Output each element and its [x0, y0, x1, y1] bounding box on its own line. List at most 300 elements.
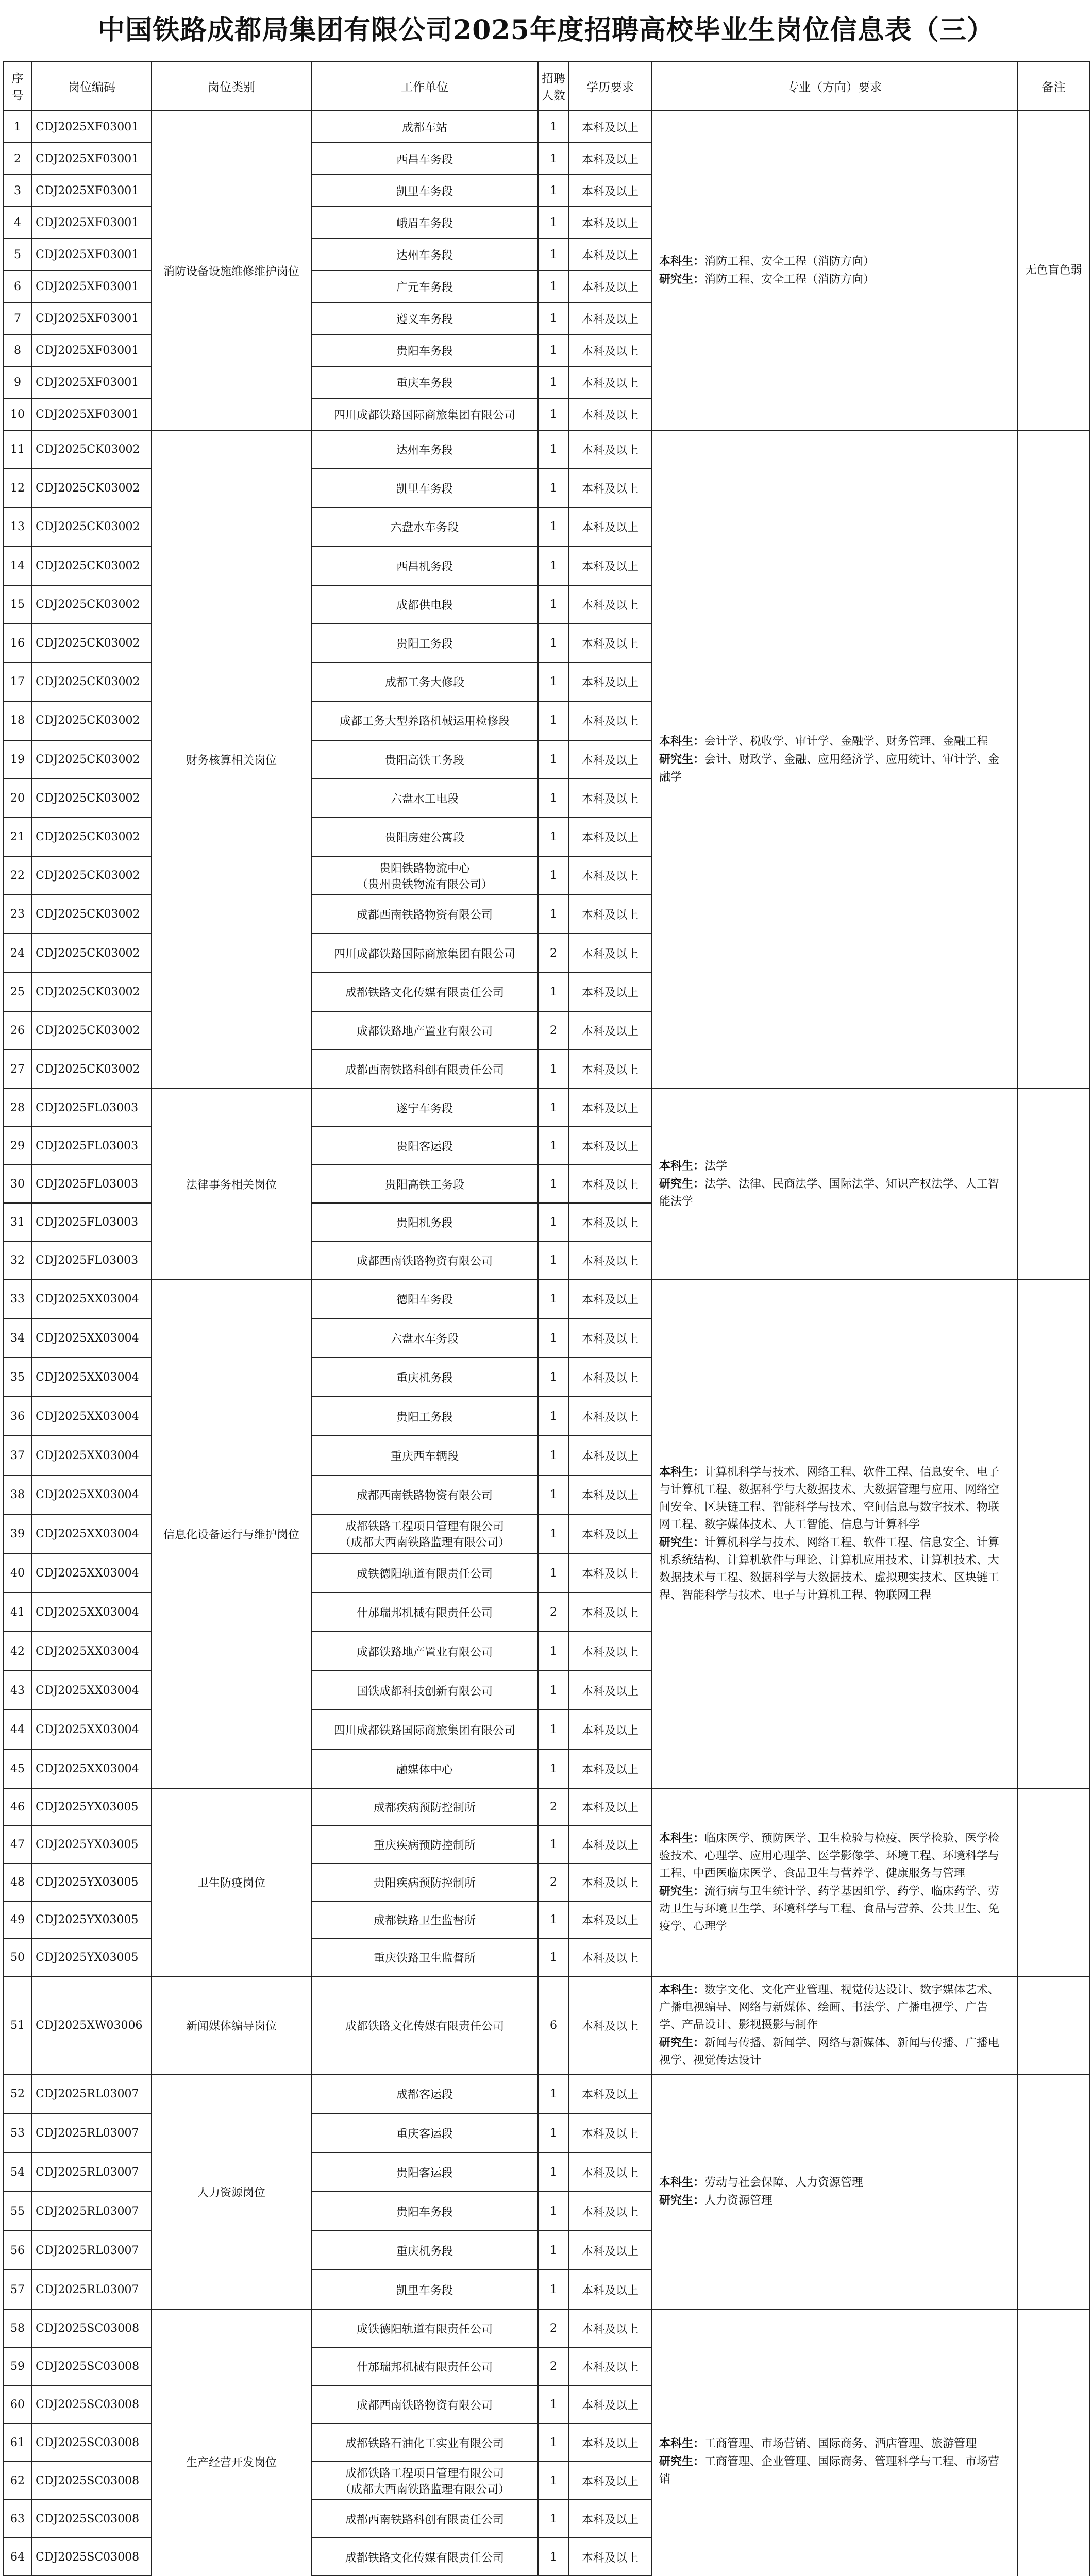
row-education: 本科及以上	[569, 1553, 651, 1592]
major-text: 工商管理、市场营销、国际商务、酒店管理、旅游管理	[704, 2437, 977, 2451]
row-code: CDJ2025XF03001	[32, 175, 152, 207]
row-code: CDJ2025SC03008	[32, 2385, 152, 2424]
row-count: 2	[538, 2309, 569, 2347]
row-count: 1	[538, 334, 569, 366]
major-line	[659, 252, 1010, 270]
row-unit: 贵阳车务段	[311, 334, 538, 366]
row-count: 1	[538, 1397, 569, 1436]
row-code: CDJ2025SC03008	[32, 2500, 152, 2538]
major-label: 本科生：	[659, 1983, 705, 1997]
row-education: 本科及以上	[569, 207, 651, 239]
row-major	[651, 111, 1017, 430]
major-label: 研究生：	[659, 2036, 705, 2050]
row-education: 本科及以上	[569, 2192, 651, 2231]
table-row	[3, 1976, 1090, 2074]
row-count: 1	[538, 1203, 569, 1241]
row-code: CDJ2025CK03002	[32, 856, 152, 895]
row-unit: 成都西南铁路物资有限公司	[311, 2385, 538, 2424]
row-education: 本科及以上	[569, 111, 651, 143]
major-line	[659, 1463, 1010, 1534]
row-note	[1017, 1279, 1090, 1788]
row-education: 本科及以上	[569, 143, 651, 175]
row-index: 48	[3, 1863, 32, 1901]
row-education: 本科及以上	[569, 1089, 651, 1127]
row-unit: 成都工务大型养路机械运用检修段	[311, 701, 538, 740]
row-education: 本科及以上	[569, 1165, 651, 1203]
row-code: CDJ2025FL03003	[32, 1241, 152, 1279]
row-category: 卫生防疫岗位	[152, 1788, 311, 1976]
row-count: 1	[538, 1279, 569, 1318]
row-major	[651, 1089, 1017, 1279]
row-category: 消防设备设施维修维护岗位	[152, 111, 311, 430]
row-education: 本科及以上	[569, 302, 651, 334]
row-unit: 广元车务段	[311, 270, 538, 302]
row-count: 1	[538, 818, 569, 856]
row-count: 1	[538, 2074, 569, 2113]
row-unit: 成都铁路地产置业有限公司	[311, 1011, 538, 1050]
row-index: 27	[3, 1050, 32, 1089]
row-unit: 成都铁路石油化工实业有限公司	[311, 2424, 538, 2462]
row-code: CDJ2025XF03001	[32, 143, 152, 175]
row-major	[651, 1976, 1017, 2074]
row-code: CDJ2025XW03006	[32, 1976, 152, 2074]
row-education: 本科及以上	[569, 2462, 651, 2500]
row-index: 54	[3, 2153, 32, 2192]
row-index: 45	[3, 1749, 32, 1788]
row-index: 3	[3, 175, 32, 207]
header-category: 岗位类别	[152, 61, 311, 111]
major-label: 本科生：	[659, 1831, 705, 1845]
row-unit: 遂宁车务段	[311, 1089, 538, 1127]
header-note: 备注	[1017, 61, 1090, 111]
row-index: 19	[3, 740, 32, 779]
row-category: 财务核算相关岗位	[152, 430, 311, 1089]
row-count: 1	[538, 1553, 569, 1592]
row-unit: 重庆西车辆段	[311, 1436, 538, 1475]
row-code: CDJ2025RL03007	[32, 2231, 152, 2270]
row-unit: 成铁德阳轨道有限责任公司	[311, 2309, 538, 2347]
row-index: 60	[3, 2385, 32, 2424]
row-education: 本科及以上	[569, 175, 651, 207]
row-education: 本科及以上	[569, 818, 651, 856]
row-education: 本科及以上	[569, 2270, 651, 2309]
row-index: 17	[3, 663, 32, 701]
row-count: 1	[538, 973, 569, 1011]
major-text: 计算机科学与技术、网络工程、软件工程、信息安全、计算机系统结构、计算机软件与理论、计算机应用技术、计算机技术、大数据技术与工程、数据科学与大数据技术、虚拟现实技术、区块链工程、智能科学与技术、电子与计算机工程、物联网工程	[659, 1536, 1000, 1602]
row-index: 22	[3, 856, 32, 895]
row-code: CDJ2025XF03001	[32, 111, 152, 143]
row-count: 1	[538, 2270, 569, 2309]
row-unit: 成都铁路文化传媒有限责任公司	[311, 2538, 538, 2576]
row-code: CDJ2025XF03001	[32, 270, 152, 302]
row-index: 44	[3, 1710, 32, 1749]
major-label: 研究生：	[659, 273, 705, 286]
row-unit: 融媒体中心	[311, 1749, 538, 1788]
row-code: CDJ2025FL03003	[32, 1089, 152, 1127]
row-count: 2	[538, 1788, 569, 1826]
row-note: 无色盲色弱	[1017, 111, 1090, 430]
row-code: CDJ2025RL03007	[32, 2192, 152, 2231]
row-unit: 贵阳客运段	[311, 2153, 538, 2192]
row-count: 1	[538, 1939, 569, 1976]
row-index: 30	[3, 1165, 32, 1203]
row-count: 1	[538, 2192, 569, 2231]
table-row	[3, 2309, 1090, 2347]
major-text: 消防工程、安全工程（消防方向）	[704, 255, 875, 268]
header-code: 岗位编码	[32, 61, 152, 111]
row-count: 1	[538, 547, 569, 585]
row-education: 本科及以上	[569, 740, 651, 779]
row-code: CDJ2025FL03003	[32, 1203, 152, 1241]
row-education: 本科及以上	[569, 2347, 651, 2385]
row-index: 38	[3, 1475, 32, 1514]
row-education: 本科及以上	[569, 856, 651, 895]
row-code: CDJ2025CK03002	[32, 818, 152, 856]
row-unit: 成都铁路地产置业有限公司	[311, 1632, 538, 1671]
row-code: CDJ2025XX03004	[32, 1514, 152, 1553]
row-index: 32	[3, 1241, 32, 1279]
row-count: 1	[538, 1901, 569, 1939]
row-education: 本科及以上	[569, 663, 651, 701]
row-code: CDJ2025CK03002	[32, 585, 152, 624]
row-index: 64	[3, 2538, 32, 2576]
row-code: CDJ2025CK03002	[32, 547, 152, 585]
row-education: 本科及以上	[569, 934, 651, 972]
row-code: CDJ2025CK03002	[32, 973, 152, 1011]
row-education: 本科及以上	[569, 624, 651, 663]
row-education: 本科及以上	[569, 1632, 651, 1671]
row-code: CDJ2025CK03002	[32, 779, 152, 818]
row-code: CDJ2025CK03002	[32, 934, 152, 972]
row-code: CDJ2025CK03002	[32, 1011, 152, 1050]
row-code: CDJ2025XX03004	[32, 1553, 152, 1592]
row-education: 本科及以上	[569, 701, 651, 740]
row-code: CDJ2025XX03004	[32, 1592, 152, 1632]
row-index: 47	[3, 1826, 32, 1863]
major-text: 计算机科学与技术、网络工程、软件工程、信息安全、电子与计算机工程、数据科学与大数据技术、大数据管理与应用、网络空间安全、区块链工程、智能科学与技术、空间信息与数字技术、物联网工程、数字媒体技术、人工智能、信息与计算科学	[659, 1466, 1000, 1532]
row-unit: 峨眉车务段	[311, 207, 538, 239]
row-index: 28	[3, 1089, 32, 1127]
row-unit: 达州车务段	[311, 430, 538, 469]
row-unit: 重庆客运段	[311, 2113, 538, 2153]
row-note	[1017, 2074, 1090, 2309]
row-education: 本科及以上	[569, 1826, 651, 1863]
row-count: 1	[538, 469, 569, 507]
row-education: 本科及以上	[569, 2424, 651, 2462]
row-note	[1017, 1089, 1090, 1279]
row-index: 39	[3, 1514, 32, 1553]
row-unit: 成铁德阳轨道有限责任公司	[311, 1553, 538, 1592]
major-text: 人力资源管理	[704, 2194, 773, 2208]
row-education: 本科及以上	[569, 334, 651, 366]
row-unit: 六盘水车务段	[311, 507, 538, 546]
row-count: 1	[538, 701, 569, 740]
row-count: 1	[538, 1241, 569, 1279]
major-label: 本科生：	[659, 735, 705, 749]
major-text: 流行病与卫生统计学、药学基因组学、药学、临床药学、劳动卫生与环境卫生学、环境科学与工程、食品与营养、公共卫生、免疫学、心理学	[659, 1885, 1000, 1933]
row-education: 本科及以上	[569, 1475, 651, 1514]
major-text: 工商管理、企业管理、国际商务、管理科学与工程、市场营销	[659, 2455, 1000, 2486]
major-line	[659, 1829, 1010, 1883]
row-code: CDJ2025XX03004	[32, 1397, 152, 1436]
row-category: 新闻媒体编导岗位	[152, 1976, 311, 2074]
row-education: 本科及以上	[569, 2153, 651, 2192]
row-unit: 重庆车务段	[311, 366, 538, 398]
row-unit: 成都铁路文化传媒有限责任公司	[311, 973, 538, 1011]
major-line	[659, 2174, 1010, 2192]
row-education: 本科及以上	[569, 366, 651, 398]
row-education: 本科及以上	[569, 1397, 651, 1436]
row-count: 1	[538, 270, 569, 302]
row-category: 生产经营开发岗位	[152, 2309, 311, 2576]
row-education: 本科及以上	[569, 1514, 651, 1553]
row-index: 14	[3, 547, 32, 585]
row-count: 1	[538, 1671, 569, 1710]
major-text: 数字文化、文化产业管理、视觉传达设计、数字媒体艺术、广播电视编导、网络与新媒体、绘画、书法学、广播电视学、广告学、产品设计、影视摄影与制作	[659, 1984, 1000, 2032]
row-unit: 什邡瑞邦机械有限责任公司	[311, 2347, 538, 2385]
row-code: CDJ2025XX03004	[32, 1318, 152, 1358]
major-label: 本科生：	[659, 1465, 705, 1479]
row-code: CDJ2025XX03004	[32, 1358, 152, 1397]
row-count: 1	[538, 366, 569, 398]
row-education: 本科及以上	[569, 239, 651, 270]
row-index: 59	[3, 2347, 32, 2385]
row-count: 1	[538, 1826, 569, 1863]
row-education: 本科及以上	[569, 1749, 651, 1788]
row-index: 37	[3, 1436, 32, 1475]
row-count: 1	[538, 2231, 569, 2270]
row-code: CDJ2025XX03004	[32, 1710, 152, 1749]
major-text: 消防工程、安全工程（消防方向）	[704, 273, 875, 286]
major-label: 研究生：	[659, 1536, 705, 1550]
major-text: 法学、法律、民商法学、国际法学、知识产权法学、人工智能法学	[659, 1178, 1000, 1209]
row-code: CDJ2025YX03005	[32, 1901, 152, 1939]
row-count: 1	[538, 1710, 569, 1749]
row-code: CDJ2025YX03005	[32, 1788, 152, 1826]
row-count: 1	[538, 856, 569, 895]
row-index: 29	[3, 1127, 32, 1165]
major-label: 研究生：	[659, 2194, 705, 2208]
row-count: 1	[538, 1127, 569, 1165]
row-count: 1	[538, 430, 569, 469]
row-index: 49	[3, 1901, 32, 1939]
row-education: 本科及以上	[569, 585, 651, 624]
major-line	[659, 1981, 1010, 2034]
row-education: 本科及以上	[569, 1901, 651, 1939]
row-education: 本科及以上	[569, 1241, 651, 1279]
row-education: 本科及以上	[569, 1939, 651, 1976]
row-major	[651, 1788, 1017, 1976]
row-category: 人力资源岗位	[152, 2074, 311, 2309]
row-index: 2	[3, 143, 32, 175]
major-label: 研究生：	[659, 1177, 705, 1191]
row-count: 2	[538, 1011, 569, 1050]
row-code: CDJ2025CK03002	[32, 507, 152, 546]
row-count: 1	[538, 239, 569, 270]
header-major: 专业（方向）要求	[651, 61, 1017, 111]
row-code: CDJ2025XF03001	[32, 334, 152, 366]
row-education: 本科及以上	[569, 1318, 651, 1358]
row-unit: 凯里车务段	[311, 2270, 538, 2309]
row-education: 本科及以上	[569, 547, 651, 585]
major-line	[659, 2453, 1010, 2488]
table-row	[3, 1788, 1090, 1826]
row-index: 57	[3, 2270, 32, 2309]
row-unit: 成都铁路工程项目管理有限公司 （成都大西南铁路监理有限公司）	[311, 2462, 538, 2500]
major-line	[659, 1883, 1010, 1936]
major-label: 本科生：	[659, 2437, 705, 2451]
row-index: 7	[3, 302, 32, 334]
row-education: 本科及以上	[569, 1127, 651, 1165]
row-unit: 重庆机务段	[311, 2231, 538, 2270]
row-unit: 重庆疾病预防控制所	[311, 1826, 538, 1863]
row-count: 1	[538, 143, 569, 175]
row-code: CDJ2025YX03005	[32, 1863, 152, 1901]
row-education: 本科及以上	[569, 779, 651, 818]
row-education: 本科及以上	[569, 1671, 651, 1710]
row-count: 1	[538, 2385, 569, 2424]
row-note	[1017, 2309, 1090, 2576]
row-note	[1017, 430, 1090, 1089]
header-index: 序号	[3, 61, 32, 111]
row-index: 11	[3, 430, 32, 469]
row-code: CDJ2025CK03002	[32, 663, 152, 701]
row-count: 1	[538, 175, 569, 207]
row-unit: 重庆铁路卫生监督所	[311, 1939, 538, 1976]
row-count: 1	[538, 740, 569, 779]
header-count: 招聘人数	[538, 61, 569, 111]
row-unit: 凯里车务段	[311, 469, 538, 507]
row-unit: 成都西南铁路物资有限公司	[311, 1475, 538, 1514]
row-major	[651, 1279, 1017, 1788]
row-count: 2	[538, 934, 569, 972]
row-code: CDJ2025SC03008	[32, 2462, 152, 2500]
row-code: CDJ2025SC03008	[32, 2424, 152, 2462]
major-label: 研究生：	[659, 753, 705, 767]
row-code: CDJ2025XF03001	[32, 239, 152, 270]
row-unit: 贵阳工务段	[311, 624, 538, 663]
major-line	[659, 1175, 1010, 1211]
row-unit: 西昌机务段	[311, 547, 538, 585]
row-index: 20	[3, 779, 32, 818]
row-education: 本科及以上	[569, 1050, 651, 1089]
row-index: 55	[3, 2192, 32, 2231]
row-count: 1	[538, 779, 569, 818]
row-education: 本科及以上	[569, 1710, 651, 1749]
row-index: 16	[3, 624, 32, 663]
row-code: CDJ2025CK03002	[32, 469, 152, 507]
row-unit: 遵义车务段	[311, 302, 538, 334]
row-count: 1	[538, 398, 569, 430]
table-row	[3, 430, 1090, 469]
header-education: 学历要求	[569, 61, 651, 111]
row-code: CDJ2025RL03007	[32, 2153, 152, 2192]
row-unit: 达州车务段	[311, 239, 538, 270]
row-index: 51	[3, 1976, 32, 2074]
row-count: 2	[538, 1592, 569, 1632]
row-unit: 成都疾病预防控制所	[311, 1788, 538, 1826]
row-count: 1	[538, 1165, 569, 1203]
row-education: 本科及以上	[569, 2309, 651, 2347]
row-unit: 成都西南铁路科创有限责任公司	[311, 2500, 538, 2538]
row-index: 33	[3, 1279, 32, 1318]
row-code: CDJ2025XF03001	[32, 398, 152, 430]
major-line	[659, 1534, 1010, 1604]
row-index: 35	[3, 1358, 32, 1397]
row-code: CDJ2025SC03008	[32, 2347, 152, 2385]
row-code: CDJ2025XX03004	[32, 1279, 152, 1318]
row-count: 1	[538, 1514, 569, 1553]
major-label: 研究生：	[659, 1884, 705, 1898]
row-count: 1	[538, 1318, 569, 1358]
row-major	[651, 430, 1017, 1089]
row-count: 1	[538, 2153, 569, 2192]
row-education: 本科及以上	[569, 2385, 651, 2424]
row-major	[651, 2074, 1017, 2309]
row-count: 2	[538, 2347, 569, 2385]
row-education: 本科及以上	[569, 1976, 651, 2074]
row-code: CDJ2025CK03002	[32, 430, 152, 469]
table-row	[3, 1279, 1090, 1318]
row-index: 4	[3, 207, 32, 239]
row-unit: 西昌车务段	[311, 143, 538, 175]
row-unit: 什邡瑞邦机械有限责任公司	[311, 1592, 538, 1632]
table-row	[3, 111, 1090, 143]
row-unit: 国铁成都科技创新有限公司	[311, 1671, 538, 1710]
row-code: CDJ2025XF03001	[32, 302, 152, 334]
row-index: 46	[3, 1788, 32, 1826]
row-index: 9	[3, 366, 32, 398]
row-count: 1	[538, 2113, 569, 2153]
row-count: 1	[538, 585, 569, 624]
row-count: 1	[538, 111, 569, 143]
row-index: 5	[3, 239, 32, 270]
row-code: CDJ2025CK03002	[32, 1050, 152, 1089]
row-unit: 重庆机务段	[311, 1358, 538, 1397]
row-index: 53	[3, 2113, 32, 2153]
row-count: 1	[538, 1050, 569, 1089]
row-code: CDJ2025RL03007	[32, 2074, 152, 2113]
job-table	[3, 61, 1090, 2576]
row-count: 1	[538, 207, 569, 239]
row-unit: 成都西南铁路科创有限责任公司	[311, 1050, 538, 1089]
row-unit: 德阳车务段	[311, 1279, 538, 1318]
row-index: 18	[3, 701, 32, 740]
row-code: CDJ2025XX03004	[32, 1436, 152, 1475]
row-education: 本科及以上	[569, 973, 651, 1011]
row-code: CDJ2025SC03008	[32, 2538, 152, 2576]
major-label: 本科生：	[659, 2176, 705, 2190]
row-code: CDJ2025FL03003	[32, 1165, 152, 1203]
row-index: 50	[3, 1939, 32, 1976]
row-unit: 六盘水车务段	[311, 1318, 538, 1358]
major-text: 会计、财政学、金融、应用经济学、应用统计、审计学、金融学	[659, 753, 1000, 784]
row-index: 23	[3, 895, 32, 934]
row-education: 本科及以上	[569, 1358, 651, 1397]
row-education: 本科及以上	[569, 895, 651, 934]
row-index: 26	[3, 1011, 32, 1050]
row-count: 1	[538, 302, 569, 334]
row-unit: 成都西南铁路物资有限公司	[311, 1241, 538, 1279]
row-index: 8	[3, 334, 32, 366]
row-education: 本科及以上	[569, 1436, 651, 1475]
row-count: 1	[538, 1749, 569, 1788]
row-education: 本科及以上	[569, 430, 651, 469]
row-count: 1	[538, 624, 569, 663]
row-education: 本科及以上	[569, 2500, 651, 2538]
row-index: 63	[3, 2500, 32, 2538]
row-code: CDJ2025XF03001	[32, 207, 152, 239]
